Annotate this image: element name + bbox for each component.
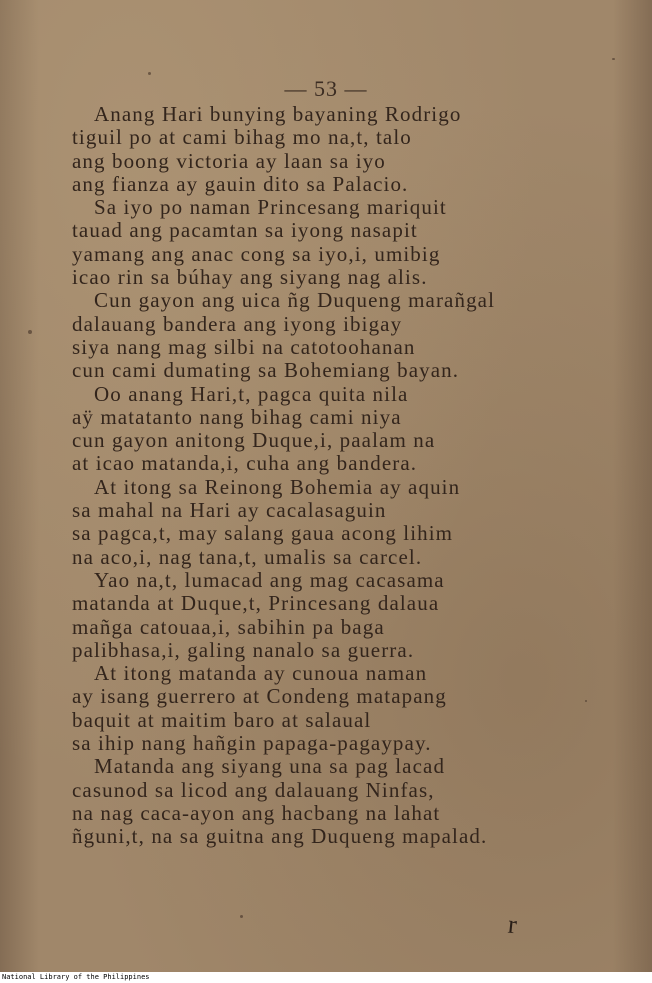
text-line: at icao matanda,i, cuha ang bandera. [72,451,418,476]
text-line: cun cami dumating sa Bohemiang bayan. [72,358,460,383]
text-line: casunod sa licod ang dalauang Ninfas, [72,777,435,802]
text-line: dalauang bandera ang iyong ibigay [72,311,403,336]
text-line: Anang Hari bunying bayaning Rodrigo [94,102,462,126]
paper-speck [28,330,32,334]
text-line: na nag caca-ayon ang hacbang na lahat [72,800,441,825]
text-line: siya nang mag silbi na catotoohanan [72,334,416,359]
text-line: Matanda ang siyang una sa pag lacad [94,754,446,779]
text-line: sa mahal na Hari ay cacalasaguin [72,498,387,523]
signature-mark: r [506,909,519,940]
text-line: ang fianza ay gauin dito sa Palacio. [72,171,409,196]
text-line: ay isang guerrero at Condeng matapang [72,684,447,709]
footer-credit: National Library of the Philippines [2,973,150,981]
text-line: na aco,i, nag tana,t, umalis sa carcel. [72,544,423,569]
text-line: baquit at maitim baro at salaual [72,707,372,732]
text-line: Yao na,t, lumacad ang mag cacasama [94,567,445,592]
paper-speck [240,915,243,918]
text-line: palibhasa,i, galing nanalo sa guerra. [72,637,415,662]
text-line: mañga catouaa,i, sabihin pa baga [72,614,385,639]
text-line: sa ihip nang hañgin papaga-pagaypay. [72,731,432,756]
page-number: — 53 — [284,76,368,101]
poem-text-block [72,103,632,849]
text-line: sa pagca,t, may salang gaua acong lihim [72,521,454,546]
text-line: tauad ang pacamtan sa iyong nasapit [72,218,418,243]
text-line: Oo anang Hari,t, pagca quita nila [94,381,409,406]
text-line: At itong sa Reinong Bohemia ay aquin [94,474,461,499]
text-line: At itong matanda ay cunoua naman [94,661,428,686]
text-line: Sa iyo po naman Princesang mariquit [94,195,447,220]
paper-speck [612,58,615,60]
text-line: aÿ matatanto nang bihag cami niya [72,404,402,429]
text-line: cun gayon anitong Duque,i, paalam na [72,428,436,453]
text-line: ñguni,t, na sa guitna ang Duqueng mapalad. [72,824,488,849]
text-line: ang boong victoria ay laan sa iyo [72,148,386,173]
paper-speck [585,700,587,702]
text-line: tiguil po at cami bihag mo na,t, talo [72,125,412,150]
paper-speck [148,72,151,75]
text-line: matanda at Duque,t, Princesang dalaua [72,591,440,616]
text-line: Cun gayon ang uica ñg Duqueng marañgal [94,288,496,313]
text-line: icao rin sa búhay ang siyang nag alis. [72,265,428,290]
text-line: yamang ang anac cong sa iyo,i, umibig [72,241,441,266]
footer-bar [0,972,652,983]
